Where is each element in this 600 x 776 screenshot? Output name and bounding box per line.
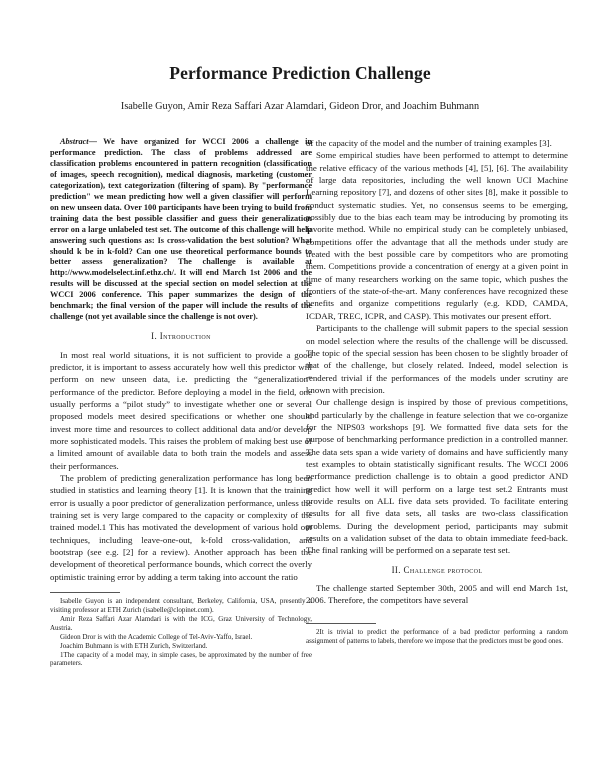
protocol-paragraph: The challenge started September 30th, 2005 and will end March 1st, 2006. Therefore, the competitors have several bbox=[306, 583, 568, 606]
abstract-text: — We have organized for WCCI 2006 a challenge in performance prediction. The class of problems addressed are classification problems encountered in pattern recognition (classification of images, speech recognition), medical diagnosis, marketing (customer categorization), text categorization (filtering of spam). By "performance prediction" we mean predicting how well a given classifier will perform on new unseen data. Over 100 participants have been trying to build from training data the best possible classifier and guess their generalization error on a large unlabeled test set. The outcome of this challenge will help answering such questions as: Is cross-validation the best solution? What should k be in k-fold? Can one use theoretical performance bounds to better assess generalization? The challenge is available at http://www.modelselect.inf.ethz.ch/. It will end March 1st 2006 and the results will be discussed at the special section on model selection at the WCCI 2006 conference. This paper summarizes the design of the benchmark; the final version of the paper will include the results of the challenge (not yet available since the challenge is not over). bbox=[50, 137, 312, 322]
footnote-affiliation-dror: Gideon Dror is with the Academic College of Tel-Aviv-Yaffo, Israel. bbox=[60, 632, 253, 641]
section-heading-challenge-protocol: II. Challenge protocol bbox=[391, 564, 483, 575]
footnote-affiliation-guyon: Isabelle Guyon is an independent consultant, Berkeley, California, USA, presently a visiting professor at ETH Zurich (isabelle@clopinet.com). bbox=[50, 597, 312, 614]
right-paragraph-4: Our challenge design is inspired by those of previous competitions, and particularly by the challenge in feature selection that we co-organize for the NIPS03 workshops [9]. We formatted five data sets for the purpose of benchmarking performance prediction in a controlled manner. The data sets span a wide variety of domains and have sufficiently many test examples to obtain statistically significant results. The WCCI 2006 performance prediction challenge is to obtain a good predictor AND predict how well it will perform on a large test set.2 Entrants must provide results on ALL five data sets provided. To facilitate entering results for all five data sets, all tasks are two-class classification problems. During the development period, participants may submit results on a validation subset of the data to obtain immediate feed-back. The final ranking will be performed on a separate test set. bbox=[306, 397, 568, 556]
intro-paragraph-2: The problem of predicting generalization performance has long been studied in statistics and learning theory [1]. It is known that the training error is usually a poor predictor of generalization performance, unless the training set is very large compared to the capacity or complexity of the trained model.1 This has motivated the development of various hold out techniques, including leave-one-out, k-fold cross-validation, and bootstrap (see e.g. [2] for a review). Another approach has been the development of theoretical performance bounds, which correct the overly optimistic training error by adding a term taking into account the ratio bbox=[50, 472, 312, 582]
right-column bbox=[306, 137, 568, 645]
footnote-rule bbox=[50, 592, 120, 593]
intro-paragraph-1: In most real world situations, it is not sufficient to provide a good predictor, it is important to assess accurately how well this predictor will perform on new unseen data, i.e. predicting the “generalization” performance of the predictor. Before deploying a model in the field, one usually performs a “pilot study” to investigate whether one or several proposed models meet desired specifications or whether one should invest more time and resources to collect additional data and/or develop more sophisticated models. This raises the problem of making best use of a limited amount of available data to both train the models and assess their performances. bbox=[50, 349, 312, 471]
right-paragraph-2: Some empirical studies have been performed to attempt to determine the relative efficacy of the various methods [4], [5], [6]. The availability of large data repositories, including the well known UCI Machine Learning repository [7], and dozens of other sites [8], make it possible to conduct systematic studies. Yet, no consensus seems to be emerging, possibly due to the bias each team may be introducing by promoting its favorite method. While no empirical study can be completely unbiased, competitions offer the advantage that all the methods under study are treated with the best possible care by competitors who are promoting them. Competitions provide a concentration of energy at a given point in time of many researchers working on the same topic, which pushes the frontiers of the state-of-the-art. Many conferences have recognized these benefits and organize competitions regularly (e.g. KDD, CAMDA, ICDAR, TREC, ICPR, and CASP). This motivates our present effort. bbox=[306, 150, 568, 321]
footnote-affiliation-buhmann: Joachim Buhmann is with ETH Zurich, Switzerland. bbox=[60, 641, 208, 650]
right-paragraph-3: Participants to the challenge will submit papers to the special session on model selection where the results of the challenge will be discussed. The topic of the special session has been chosen to be slightly broader of that of the challenge, but closely related. Indeed, model selection is rendered trivial if the performances of the models under scrutiny are known with precision. bbox=[306, 323, 568, 395]
abstract bbox=[50, 137, 312, 323]
right-footnote-block bbox=[306, 614, 568, 646]
left-column bbox=[50, 137, 312, 668]
paper-authors: Isabelle Guyon, Amir Reza Saffari Azar Alamdari, Gideon Dror, and Joachim Buhmann bbox=[120, 101, 480, 112]
footnote-2: 2It is trivial to predict the performance of a bad predictor performing a random assignment of patterns to labels, therefore we impose that the predictors must be good ones. bbox=[306, 628, 568, 645]
section-heading-introduction: I. Introduction bbox=[151, 331, 211, 342]
right-paragraph-1: of the capacity of the model and the number of training examples [3]. bbox=[306, 138, 552, 148]
footnote-1: 1The capacity of a model may, in simple cases, be approximated by the number of free parameters. bbox=[50, 650, 312, 668]
footnote-affiliation-saffari: Amir Reza Saffari Azar Alamdari is with the ICG, Graz University of Technology, Austria. bbox=[50, 614, 312, 632]
paper-title: Performance Prediction Challenge bbox=[169, 63, 431, 83]
abstract-label: Abstract bbox=[60, 137, 89, 146]
footnote-rule-right bbox=[306, 623, 376, 624]
